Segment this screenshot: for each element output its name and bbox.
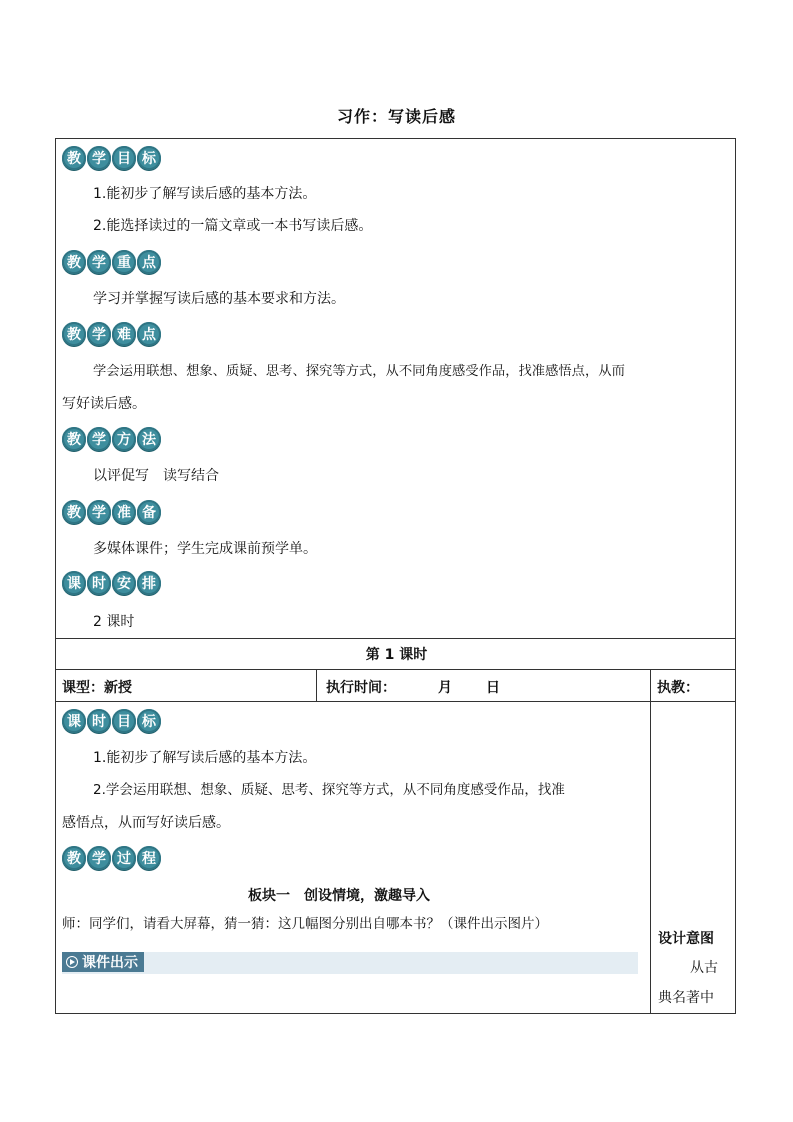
- section-badge-schedule: [62, 571, 161, 597]
- badge-char: 过: [112, 846, 136, 870]
- badge-char: 教: [62, 250, 86, 274]
- badge-char: 时: [87, 709, 111, 733]
- day-label: 日: [486, 680, 500, 696]
- divider: [55, 669, 736, 670]
- badge-char: 课: [62, 571, 86, 595]
- block-title: 板块一 创设情境，激趣导入: [248, 888, 430, 904]
- badge-char: 教: [62, 846, 86, 870]
- goal-line: 1.能初步了解写读后感的基本方法。: [93, 186, 317, 202]
- badge-char: 学: [87, 322, 111, 346]
- badge-char: 难: [112, 322, 136, 346]
- design-intent-title: 设计意图: [658, 931, 714, 947]
- badge-char: 法: [137, 427, 161, 451]
- badge-char: 教: [62, 500, 86, 524]
- badge-char: 备: [137, 500, 161, 524]
- schedule-line: 2 课时: [93, 614, 135, 630]
- badge-char: 点: [137, 322, 161, 346]
- difficulty-line: 学会运用联想、想象、质疑、思考、探究等方式，从不同角度感受作品，找准感悟点，从而: [93, 364, 625, 379]
- lesson-heading: 第 1 课时: [365, 647, 428, 663]
- execution-time-label: 执行时间：: [326, 680, 396, 696]
- lesson-goal-line: 1.能初步了解写读后感的基本方法。: [93, 750, 317, 766]
- badge-char: 教: [62, 146, 86, 170]
- badge-char: 教: [62, 322, 86, 346]
- prep-line: 多媒体课件；学生完成课前预学单。: [93, 541, 317, 557]
- month-label: 月: [438, 680, 452, 696]
- section-badge-key: [62, 250, 161, 276]
- key-line: 学习并掌握写读后感的基本要求和方法。: [93, 291, 345, 307]
- courseware-tag: [62, 952, 144, 972]
- divider: [55, 701, 736, 702]
- badge-char: 安: [112, 571, 136, 595]
- courseware-bar: [62, 952, 638, 974]
- badge-char: 教: [62, 427, 86, 451]
- badge-char: 排: [137, 571, 161, 595]
- badge-char: 标: [137, 709, 161, 733]
- section-badge-method: [62, 427, 161, 453]
- courseware-label: 课件出示: [82, 955, 138, 971]
- badge-char: 目: [112, 146, 136, 170]
- badge-char: 学: [87, 427, 111, 451]
- section-badge-difficulty: [62, 322, 161, 348]
- badge-char: 点: [137, 250, 161, 274]
- section-badge-goals: [62, 146, 161, 172]
- badge-char: 课: [62, 709, 86, 733]
- play-icon: [66, 956, 78, 968]
- badge-char: 目: [112, 709, 136, 733]
- badge-char: 学: [87, 250, 111, 274]
- goal-line: 2.能选择读过的一篇文章或一本书写读后感。: [93, 218, 373, 234]
- teacher-label: 执教：: [657, 680, 699, 696]
- section-badge-prep: [62, 500, 161, 526]
- badge-char: 程: [137, 846, 161, 870]
- badge-char: 准: [112, 500, 136, 524]
- divider: [650, 669, 651, 1014]
- badge-char: 重: [112, 250, 136, 274]
- divider: [55, 638, 736, 639]
- lesson-type-label: 课型：新授: [62, 680, 132, 696]
- page-title: 习作：写读后感: [336, 107, 456, 126]
- divider: [316, 669, 317, 701]
- difficulty-line: 写好读后感。: [62, 396, 146, 412]
- lesson-goal-line: 感悟点，从而写好读后感。: [62, 815, 230, 831]
- section-badge-lesson-goals: [62, 709, 161, 735]
- badge-char: 标: [137, 146, 161, 170]
- section-badge-process: [62, 846, 161, 872]
- badge-char: 学: [87, 500, 111, 524]
- badge-char: 学: [87, 146, 111, 170]
- design-intent-text: 典名著中: [658, 990, 714, 1006]
- design-intent-text: 从古: [690, 960, 718, 976]
- lesson-goal-line: 2.学会运用联想、想象、质疑、思考、探究等方式，从不同角度感受作品，找准: [93, 782, 565, 798]
- teacher-line: 师：同学们，请看大屏幕，猜一猜：这几幅图分别出自哪本书？（课件出示图片）: [62, 916, 548, 932]
- badge-char: 方: [112, 427, 136, 451]
- badge-char: 学: [87, 846, 111, 870]
- badge-char: 时: [87, 571, 111, 595]
- method-line: 以评促写 读写结合: [93, 468, 219, 484]
